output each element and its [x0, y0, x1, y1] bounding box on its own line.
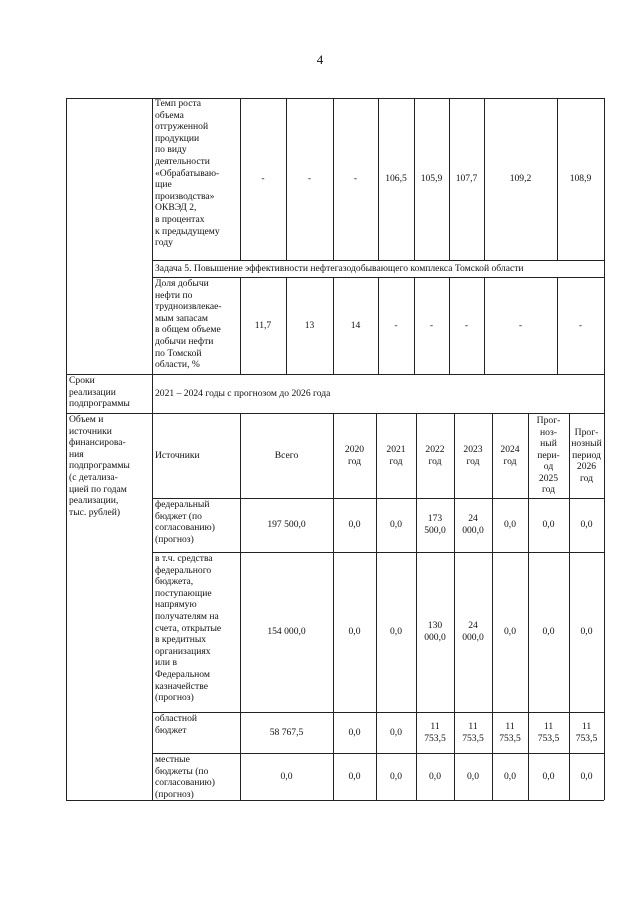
table-border: [604, 98, 605, 800]
growth-indicator-value: -: [307, 173, 312, 185]
funding-value: 0,0: [580, 770, 593, 782]
funding-source: областной бюджет: [155, 713, 198, 736]
funding-header: 2022 год: [425, 443, 445, 467]
funding-value: 173 500,0: [424, 513, 446, 536]
funding-value: 0,0: [542, 519, 555, 531]
oil-indicator-value: 13: [304, 319, 315, 331]
funding-value: 0,0: [504, 626, 516, 638]
funding-header: Прог- ноз- ный пери- од 2025 год: [536, 414, 561, 496]
table-border: [66, 800, 604, 801]
funding-source: местные бюджеты (по согласованию) (прогноз): [155, 754, 215, 800]
funding-value: 0,0: [348, 726, 361, 738]
funding-value: 11 753,5: [537, 720, 560, 744]
funding-value: 0,0: [580, 626, 593, 638]
funding-value: 11 753,5: [575, 720, 598, 744]
funding-header: Всего: [274, 449, 299, 461]
terms-label: Сроки реализации подпрограммы: [69, 375, 130, 410]
funding-header: 2021 год: [386, 443, 406, 467]
oil-indicator-value: 14: [350, 319, 361, 331]
funding-header: 2020 год: [344, 443, 365, 467]
funding-value: 0,0: [348, 519, 361, 531]
funding-value: 11 753,5: [424, 720, 446, 744]
funding-source: в т.ч. средства федерального бюджета, поступающие напрямую получателям на счета, открытые в кредитных организациях или в Федеральном казначействе (прогноз): [155, 553, 222, 704]
funding-value: 11 753,5: [462, 720, 484, 744]
funding-header: 2024 год: [500, 443, 520, 467]
growth-indicator-value: 108,9: [569, 173, 592, 185]
funding-value: 0,0: [390, 770, 402, 782]
oil-indicator-value: -: [464, 319, 469, 331]
growth-indicator-value: 105,9: [420, 173, 443, 185]
oil-indicator-value: -: [429, 319, 434, 331]
growth-indicator-value: 109,2: [509, 173, 532, 185]
funding-header: Прог- нозный период 2026 год: [571, 426, 602, 484]
terms-value: 2021 – 2024 годы с прогнозом до 2026 года: [155, 387, 331, 399]
growth-indicator-value: 107,7: [455, 173, 478, 185]
growth-indicator-value: -: [261, 173, 265, 185]
growth-indicator-value: -: [353, 173, 358, 185]
funding-value: 0,0: [390, 519, 402, 531]
funding-value: 0,0: [542, 770, 555, 782]
funding-value: 130 000,0: [424, 620, 446, 643]
funding-value: 197 500,0: [267, 519, 306, 531]
oil-indicator-value: 11,7: [254, 319, 272, 331]
funding-value: 0,0: [390, 726, 402, 738]
funding-value: 154 000,0: [267, 626, 306, 638]
oil-indicator-value: -: [518, 319, 523, 331]
funding-value: 58 767,5: [269, 726, 304, 738]
page-number: 4: [316, 52, 324, 67]
funding-value: 0,0: [542, 626, 555, 638]
oil-indicator-value: -: [394, 319, 398, 331]
funding-label: Объем и источники финансирова- ния подпрограммы (с детализа- цией по годам реализации, тыс. рублей): [69, 414, 130, 518]
task-5-title: Задача 5. Повышение эффективности нефтегазодобывающего комплекса Томской области: [155, 262, 524, 274]
funding-value: 11 753,5: [499, 720, 521, 744]
funding-value: 0,0: [467, 770, 479, 782]
funding-value: 24 000,0: [462, 620, 484, 643]
funding-value: 0,0: [280, 770, 293, 782]
funding-value: 0,0: [504, 519, 516, 531]
funding-value: 0,0: [390, 626, 402, 638]
funding-source: федеральный бюджет (по согласованию) (прогноз): [155, 499, 215, 545]
growth-indicator-label: Темп роста объема отгруженной продукции по виду деятельности «Обрабатываю- щие производства» ОКВЭД 2, в процентах к предыдущему году: [155, 98, 220, 249]
funding-header: Источники: [155, 449, 200, 461]
funding-value: 0,0: [504, 770, 516, 782]
funding-value: 0,0: [429, 770, 441, 782]
funding-value: 0,0: [348, 770, 361, 782]
funding-value: 0,0: [348, 626, 361, 638]
growth-indicator-value: 106,5: [385, 173, 407, 185]
funding-value: 0,0: [580, 519, 593, 531]
funding-header: 2023 год: [463, 443, 483, 467]
oil-indicator-label: Доля добычи нефти по трудноизвлекае- мым запасам в общем объеме добычи нефти по Томской области, %: [155, 278, 222, 371]
funding-value: 24 000,0: [462, 513, 484, 536]
oil-indicator-value: -: [578, 319, 583, 331]
